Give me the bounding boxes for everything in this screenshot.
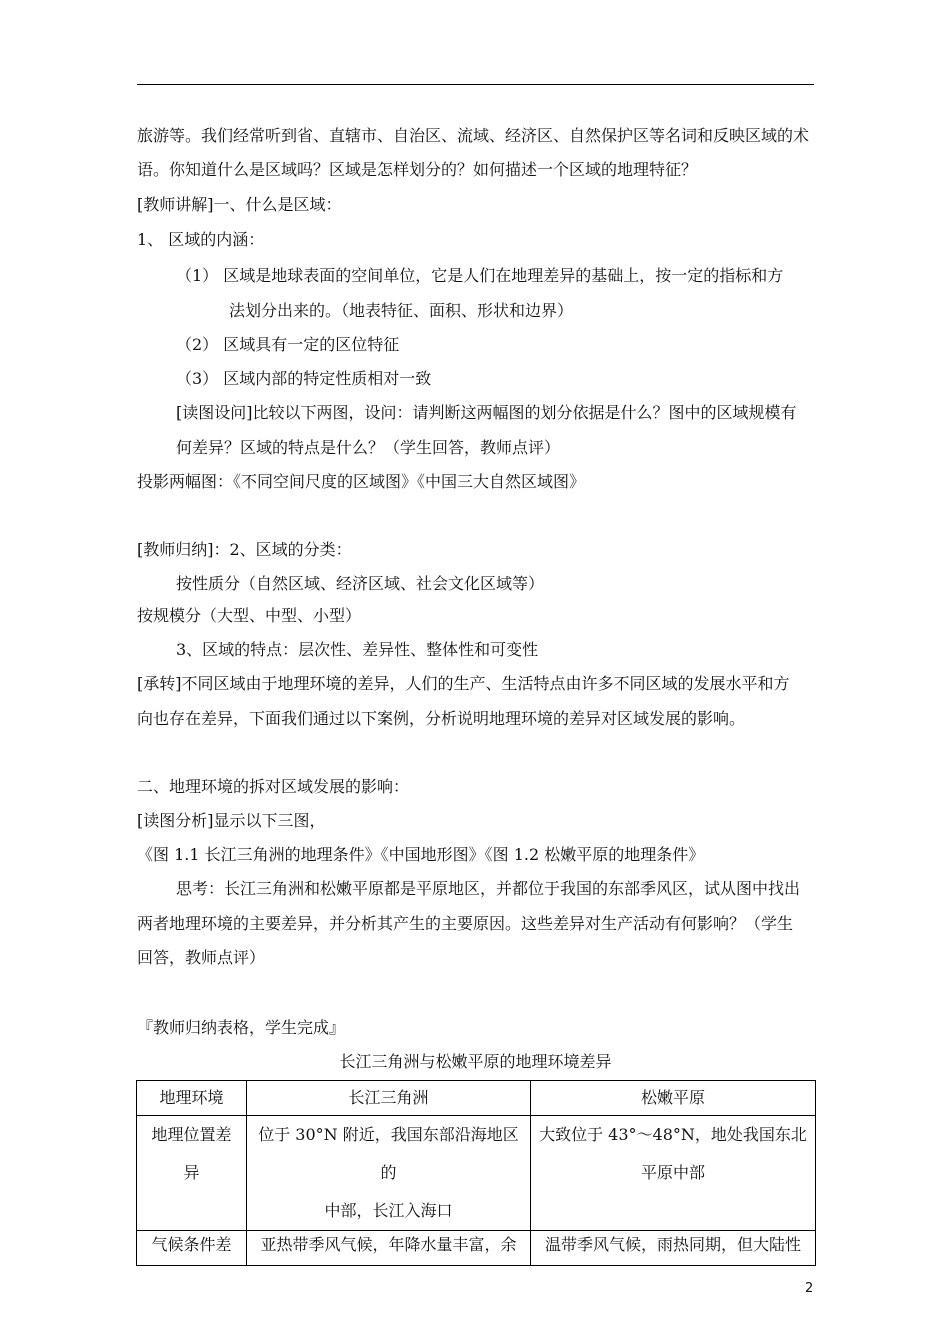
header-rule xyxy=(137,84,814,85)
list-item: （2） 区域具有一定的区位特征 xyxy=(176,335,400,354)
text-line: 何差异？区域的特点是什么？（学生回答，教师点评） xyxy=(176,438,561,457)
list-item: （1） 区域是地球表面的空间单位，它是人们在地理差异的基础上，按一定的指标和方 xyxy=(176,266,784,285)
cell-line: 中部，长江入海口 xyxy=(324,1201,453,1220)
section-heading: [教师讲解]一、什么是区域： xyxy=(137,195,342,214)
header-cell: 松嫩平原 xyxy=(531,1081,816,1116)
yangtze-cell xyxy=(247,1231,531,1266)
section-heading: [教师归纳]：2、区域的分类： xyxy=(137,540,352,559)
table-row xyxy=(137,1116,816,1231)
songnen-cell xyxy=(531,1231,816,1266)
cell-line: 温带季风气候，雨热同期，但大陆性 xyxy=(544,1235,801,1254)
text-line: 投影两幅图：《不同空间尺度的区域图》《中国三大自然区域图》 xyxy=(137,472,586,491)
yangtze-cell xyxy=(247,1116,531,1231)
list-item: （3） 区域内部的特定性质相对一致 xyxy=(176,369,432,388)
text-line: 『教师归纳表格，学生完成』 xyxy=(137,1018,346,1037)
row-label-cell xyxy=(137,1231,247,1266)
cell-line: 异 xyxy=(183,1163,200,1182)
cell-line: 气候条件差 xyxy=(151,1235,232,1254)
row-label-cell xyxy=(137,1116,247,1231)
text-line: 旅游等。我们经常听到省、直辖市、自治区、流域、经济区、自然保护区等名词和反映区域的术 xyxy=(137,126,810,145)
cell-line: 大致位于 43°～48°N，地处我国东北 xyxy=(539,1125,807,1144)
cell-line: 位于 30°N 附近，我国东部沿海地区的 xyxy=(258,1125,519,1182)
text-line: 3、区域的特点：层次性、差异性、整体性和可变性 xyxy=(176,640,539,659)
environment-table xyxy=(136,1080,816,1266)
table-header-row xyxy=(137,1081,816,1116)
cell-line: 亚热带季风气候，年降水量丰富，余 xyxy=(260,1235,517,1254)
text-line: 《图 1.1 长江三角洲的地理条件》《中国地形图》《图 1.2 松嫩平原的地理条件》 xyxy=(137,845,705,864)
text-line: 法划分出来的。（地表特征、面积、形状和边界） xyxy=(229,301,574,320)
songnen-cell xyxy=(531,1116,816,1231)
text-line: [读图设问]比较以下两图，设问：请判断这两幅图的划分依据是什么？图中的区域规模有 xyxy=(176,403,797,422)
text-line: [承转]不同区域由于地理环境的差异，人们的生产、生活特点由许多不同区域的发展水平和方 xyxy=(137,674,790,693)
text-line: 回答，教师点评） xyxy=(137,948,266,967)
table-caption: 长江三角洲与松嫩平原的地理环境差异 xyxy=(339,1052,612,1071)
text-line: 按规模分（大型、中型、小型） xyxy=(137,606,362,625)
header-cell: 长江三角洲 xyxy=(247,1081,531,1116)
text-line: 语。你知道什么是区域吗？区域是怎样划分的？如何描述一个区域的地理特征？ xyxy=(137,160,698,179)
text-line: 两者地理环境的主要差异，并分析其产生的主要原因。这些差异对生产活动有何影响？（学生 xyxy=(137,914,794,933)
section-heading: 二、地理环境的拆对区域发展的影响： xyxy=(137,777,410,796)
cell-line: 平原中部 xyxy=(640,1163,705,1182)
text-line: [读图分析]显示以下三图， xyxy=(137,811,326,830)
text-line: 思考：长江三角洲和松嫩平原都是平原地区，并都位于我国的东部季风区，试从图中找出 xyxy=(176,879,801,898)
table-row xyxy=(137,1231,816,1266)
cell-line: 地理位置差 xyxy=(151,1125,232,1144)
header-cell: 地理环境 xyxy=(137,1081,247,1116)
subsection-heading: 1、 区域的内涵： xyxy=(137,230,265,249)
page-number: 2 xyxy=(805,1281,814,1296)
text-line: 向也存在差异，下面我们通过以下案例，分析说明地理环境的差异对区域发展的影响。 xyxy=(137,709,746,728)
text-line: 按性质分（自然区域、经济区域、社会文化区域等） xyxy=(176,574,545,593)
